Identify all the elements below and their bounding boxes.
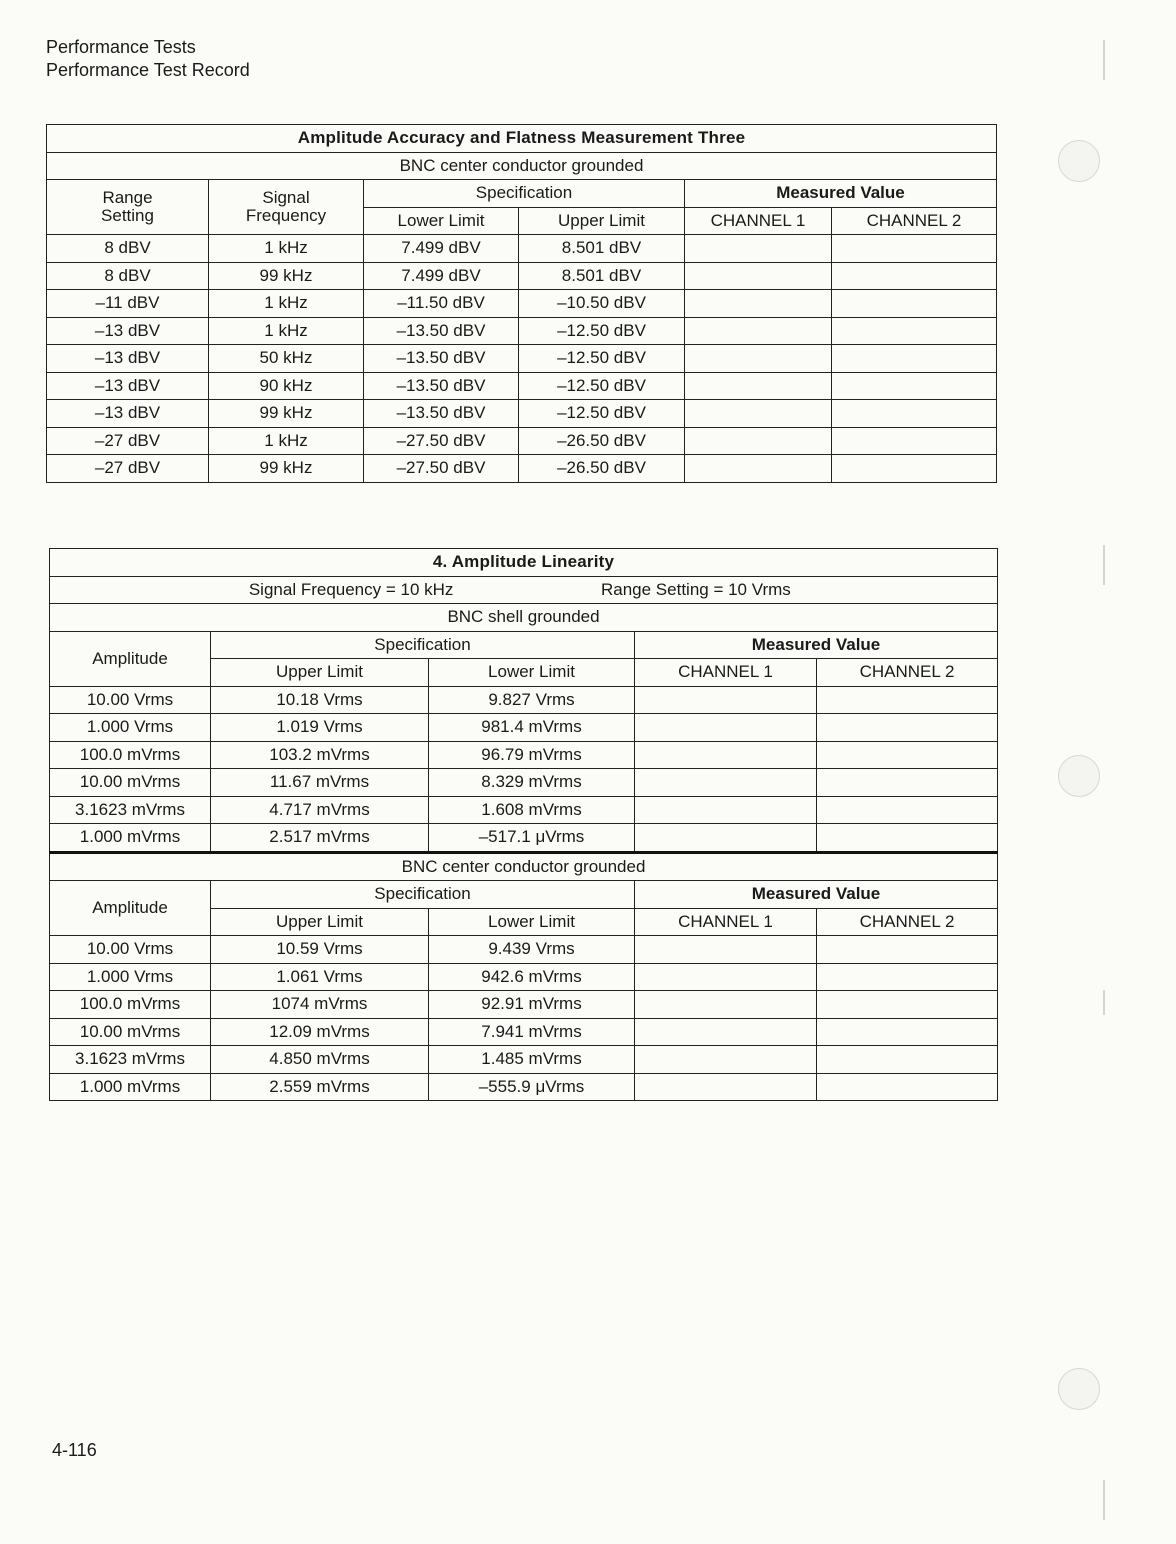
table-cell: 100.0 mVrms <box>50 741 211 769</box>
measured-value-entry-cell[interactable] <box>685 427 832 455</box>
measured-value-entry-cell[interactable] <box>817 963 998 991</box>
table-cell: –13.50 dBV <box>364 400 519 428</box>
page-header <box>46 36 250 82</box>
measured-value-entry-cell[interactable] <box>817 1046 998 1074</box>
measured-value-entry-cell[interactable] <box>635 741 817 769</box>
table-cell: –517.1 μVrms <box>429 824 635 853</box>
table-cell: –26.50 dBV <box>519 455 685 483</box>
measured-value-entry-cell[interactable] <box>635 769 817 797</box>
table-cell: –12.50 dBV <box>519 317 685 345</box>
column-header-channel-2: CHANNEL 2 <box>832 207 997 235</box>
measured-value-entry-cell[interactable] <box>685 372 832 400</box>
table-row <box>50 796 998 824</box>
measured-value-entry-cell[interactable] <box>817 769 998 797</box>
table-cell: 1.000 mVrms <box>50 1073 211 1101</box>
table-cell: 12.09 mVrms <box>211 1018 429 1046</box>
table-row <box>50 1046 998 1074</box>
measured-value-entry-cell[interactable] <box>685 345 832 373</box>
table-cell: –13 dBV <box>47 372 209 400</box>
table-cell: 2.559 mVrms <box>211 1073 429 1101</box>
table-cell: 103.2 mVrms <box>211 741 429 769</box>
table-row <box>50 714 998 742</box>
table-cell: 10.00 Vrms <box>50 936 211 964</box>
column-header-upper-limit: Upper Limit <box>519 207 685 235</box>
column-header-lower-limit: Lower Limit <box>429 659 635 687</box>
measured-value-entry-cell[interactable] <box>832 400 997 428</box>
measured-value-entry-cell[interactable] <box>817 686 998 714</box>
measured-value-entry-cell[interactable] <box>817 796 998 824</box>
table-cell: 8.501 dBV <box>519 235 685 263</box>
table-cell: 1.000 Vrms <box>50 963 211 991</box>
column-header-measured-value: Measured Value <box>635 881 998 909</box>
table-cell: 10.00 Vrms <box>50 686 211 714</box>
table-row <box>50 686 998 714</box>
table-cell: 1.061 Vrms <box>211 963 429 991</box>
header-section-title: Performance Tests <box>46 37 196 57</box>
table-cell: –12.50 dBV <box>519 345 685 373</box>
signal-frequency-setting: Signal Frequency = 10 kHz <box>248 579 454 599</box>
table-cell: 8 dBV <box>47 262 209 290</box>
table-cell: 1 kHz <box>209 317 364 345</box>
measured-value-entry-cell[interactable] <box>685 235 832 263</box>
measured-value-entry-cell[interactable] <box>635 824 817 853</box>
margin-mark <box>1103 990 1105 1015</box>
test-condition: BNC center conductor grounded <box>50 852 998 881</box>
measured-value-entry-cell[interactable] <box>635 1046 817 1074</box>
table-row <box>50 769 998 797</box>
column-header-specification: Specification <box>364 180 685 208</box>
table-cell: 9.827 Vrms <box>429 686 635 714</box>
column-header-amplitude: Amplitude <box>50 631 211 686</box>
measured-value-entry-cell[interactable] <box>832 345 997 373</box>
amplitude-accuracy-table <box>46 124 997 483</box>
table-cell: –27 dBV <box>47 455 209 483</box>
measured-value-entry-cell[interactable] <box>832 427 997 455</box>
table-cell: –11 dBV <box>47 290 209 318</box>
column-header-measured-value: Measured Value <box>635 631 998 659</box>
measured-value-entry-cell[interactable] <box>685 290 832 318</box>
table-cell: 2.517 mVrms <box>211 824 429 853</box>
table-cell: 7.499 dBV <box>364 262 519 290</box>
table-cell: 1074 mVrms <box>211 991 429 1019</box>
table-cell: 99 kHz <box>209 400 364 428</box>
amplitude-linearity-table <box>49 548 998 1101</box>
table-row <box>47 262 997 290</box>
table-cell: –27 dBV <box>47 427 209 455</box>
table-cell: 7.941 mVrms <box>429 1018 635 1046</box>
measured-value-entry-cell[interactable] <box>832 372 997 400</box>
column-header-upper-limit: Upper Limit <box>211 659 429 687</box>
table-title: Amplitude Accuracy and Flatness Measurement Three <box>47 125 997 153</box>
measured-value-entry-cell[interactable] <box>832 317 997 345</box>
column-header-channel-1: CHANNEL 1 <box>635 659 817 687</box>
column-header-range-setting: Range Setting <box>47 180 209 235</box>
table-cell: 7.499 dBV <box>364 235 519 263</box>
measured-value-entry-cell[interactable] <box>635 686 817 714</box>
table-row <box>47 455 997 483</box>
measured-value-entry-cell[interactable] <box>685 400 832 428</box>
table-cell: –27.50 dBV <box>364 455 519 483</box>
table-row <box>50 936 998 964</box>
table-cell: 99 kHz <box>209 262 364 290</box>
binder-hole <box>1058 140 1100 182</box>
table-cell: –13.50 dBV <box>364 372 519 400</box>
table-cell: 10.18 Vrms <box>211 686 429 714</box>
page-number: 4-116 <box>52 1440 97 1460</box>
measured-value-entry-cell[interactable] <box>635 1073 817 1101</box>
column-header-channel-1: CHANNEL 1 <box>635 908 817 936</box>
table-row <box>47 400 997 428</box>
measured-value-entry-cell[interactable] <box>817 824 998 853</box>
table-cell: –10.50 dBV <box>519 290 685 318</box>
column-header-lower-limit: Lower Limit <box>429 908 635 936</box>
table-cell: 10.59 Vrms <box>211 936 429 964</box>
column-header-channel-1: CHANNEL 1 <box>685 207 832 235</box>
table-cell: 3.1623 mVrms <box>50 796 211 824</box>
table-cell: –13 dBV <box>47 345 209 373</box>
table-cell: 1.485 mVrms <box>429 1046 635 1074</box>
table-row <box>47 345 997 373</box>
measured-value-entry-cell[interactable] <box>685 262 832 290</box>
table-cell: 4.850 mVrms <box>211 1046 429 1074</box>
table-cell: 10.00 mVrms <box>50 1018 211 1046</box>
binder-hole <box>1058 755 1100 797</box>
table-row <box>47 372 997 400</box>
table-row <box>47 317 997 345</box>
table-cell: –27.50 dBV <box>364 427 519 455</box>
table-cell: 8.329 mVrms <box>429 769 635 797</box>
table-cell: 100.0 mVrms <box>50 991 211 1019</box>
table-cell: 8.501 dBV <box>519 262 685 290</box>
measured-value-entry-cell[interactable] <box>832 262 997 290</box>
margin-mark <box>1103 1480 1105 1520</box>
column-header-upper-limit: Upper Limit <box>211 908 429 936</box>
measured-value-entry-cell[interactable] <box>685 317 832 345</box>
table-cell: 1.000 Vrms <box>50 714 211 742</box>
measured-value-entry-cell[interactable] <box>817 714 998 742</box>
table-row <box>50 963 998 991</box>
measured-value-entry-cell[interactable] <box>635 991 817 1019</box>
table-cell: 981.4 mVrms <box>429 714 635 742</box>
column-header-channel-2: CHANNEL 2 <box>817 659 998 687</box>
table-row <box>50 1073 998 1101</box>
measured-value-entry-cell[interactable] <box>635 936 817 964</box>
table-cell: 92.91 mVrms <box>429 991 635 1019</box>
measured-value-entry-cell[interactable] <box>685 455 832 483</box>
table-cell: 9.439 Vrms <box>429 936 635 964</box>
table-cell: 96.79 mVrms <box>429 741 635 769</box>
measured-value-entry-cell[interactable] <box>635 796 817 824</box>
column-header-specification: Specification <box>211 881 635 909</box>
margin-mark <box>1103 545 1105 585</box>
measured-value-entry-cell[interactable] <box>817 1018 998 1046</box>
measured-value-entry-cell[interactable] <box>817 991 998 1019</box>
measured-value-entry-cell[interactable] <box>817 1073 998 1101</box>
table-cell: 99 kHz <box>209 455 364 483</box>
table-cell: –13 dBV <box>47 400 209 428</box>
measured-value-entry-cell[interactable] <box>832 290 997 318</box>
table-cell: 1.019 Vrms <box>211 714 429 742</box>
margin-mark <box>1103 40 1105 80</box>
table-cell: –13 dBV <box>47 317 209 345</box>
measured-value-entry-cell[interactable] <box>817 936 998 964</box>
table-cell: 1 kHz <box>209 235 364 263</box>
table-cell: 90 kHz <box>209 372 364 400</box>
measured-value-entry-cell[interactable] <box>635 963 817 991</box>
measured-value-entry-cell[interactable] <box>817 741 998 769</box>
table-cell: –26.50 dBV <box>519 427 685 455</box>
table-cell: 1 kHz <box>209 290 364 318</box>
table-cell: 11.67 mVrms <box>211 769 429 797</box>
table-cell: –12.50 dBV <box>519 372 685 400</box>
column-header-amplitude: Amplitude <box>50 881 211 936</box>
range-setting: Range Setting = 10 Vrms <box>600 579 791 599</box>
header-subtitle: Performance Test Record <box>46 60 250 80</box>
table-row <box>50 991 998 1019</box>
table-cell: 50 kHz <box>209 345 364 373</box>
table-row <box>47 427 997 455</box>
binder-hole <box>1058 1368 1100 1410</box>
table-cell: 942.6 mVrms <box>429 963 635 991</box>
column-header-specification: Specification <box>211 631 635 659</box>
measured-value-entry-cell[interactable] <box>635 714 817 742</box>
test-condition: BNC center conductor grounded <box>47 152 997 180</box>
table-cell: 1.608 mVrms <box>429 796 635 824</box>
table-row <box>50 741 998 769</box>
table-cell: –11.50 dBV <box>364 290 519 318</box>
column-header-channel-2: CHANNEL 2 <box>817 908 998 936</box>
column-header-signal-frequency: Signal Frequency <box>209 180 364 235</box>
column-header-measured-value: Measured Value <box>685 180 997 208</box>
table-cell: 10.00 mVrms <box>50 769 211 797</box>
table-cell: 1 kHz <box>209 427 364 455</box>
table-cell: –12.50 dBV <box>519 400 685 428</box>
table-cell: –13.50 dBV <box>364 345 519 373</box>
table-cell: 3.1623 mVrms <box>50 1046 211 1074</box>
column-header-lower-limit: Lower Limit <box>364 207 519 235</box>
table-row <box>47 290 997 318</box>
measured-value-entry-cell[interactable] <box>832 235 997 263</box>
table-cell: 4.717 mVrms <box>211 796 429 824</box>
table-cell: 1.000 mVrms <box>50 824 211 853</box>
table-row <box>47 235 997 263</box>
table-cell: 8 dBV <box>47 235 209 263</box>
measured-value-entry-cell[interactable] <box>635 1018 817 1046</box>
table-row <box>50 1018 998 1046</box>
table-cell: –13.50 dBV <box>364 317 519 345</box>
measured-value-entry-cell[interactable] <box>832 455 997 483</box>
test-parameters <box>50 576 998 604</box>
table-cell: –555.9 μVrms <box>429 1073 635 1101</box>
table-title: 4. Amplitude Linearity <box>50 549 998 577</box>
test-condition: BNC shell grounded <box>50 604 998 632</box>
table-row <box>50 824 998 853</box>
